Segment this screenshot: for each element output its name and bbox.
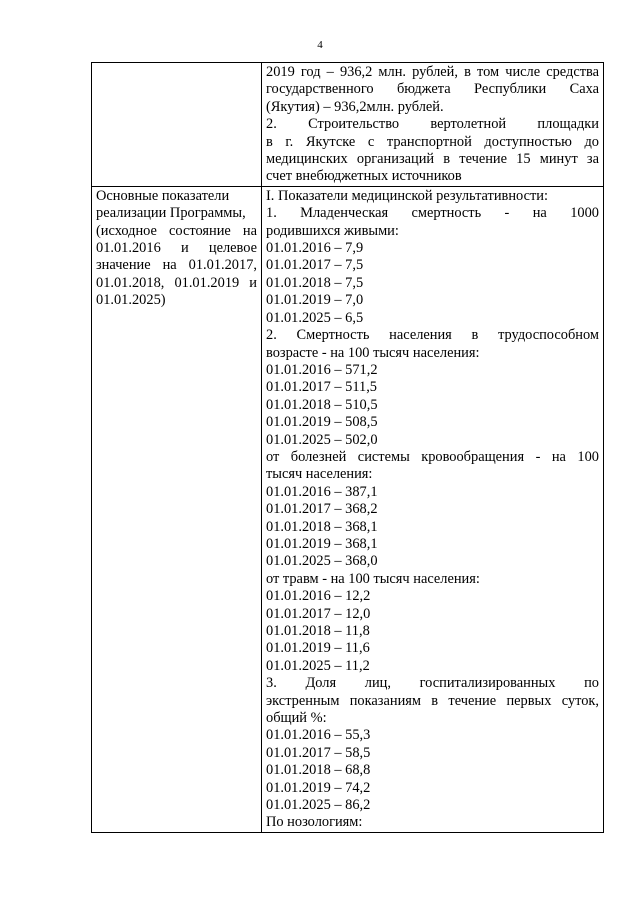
text-line: 01.01.2017 – 511,5 — [266, 379, 377, 396]
text-line: 1. Младенческая смертность - на 1000 — [266, 205, 599, 222]
text-line: 01.01.2016 – 571,2 — [266, 361, 378, 378]
text-line: реализации Программы, — [96, 205, 246, 222]
text-line: 2. Строительство вертолетной площадки — [266, 116, 599, 133]
text-line: 01.01.2019 – 11,6 — [266, 640, 370, 657]
text-line: 01.01.2025 – 11,2 — [266, 657, 370, 674]
text-line: 01.01.2025 – 368,0 — [266, 553, 378, 570]
text-line: (исходное состояние на — [96, 222, 257, 239]
text-line: 01.01.2018, 01.01.2019 и — [96, 274, 257, 291]
text-line: 01.01.2016 – 387,1 — [266, 483, 378, 500]
text-line: 3. Доля лиц, госпитализированных по — [266, 675, 599, 692]
text-line: от болезней системы кровообращения - на 100 — [266, 448, 599, 465]
text-line: государственного бюджета Республики Саха — [266, 81, 599, 98]
text-line: 01.01.2025) — [96, 292, 166, 309]
text-line: 2019 год – 936,2 млн. рублей, в том числе средства — [266, 64, 599, 80]
text-line: 01.01.2017 – 368,2 — [266, 501, 378, 518]
text-line: 01.01.2025 – 502,0 — [266, 431, 378, 448]
text-line: 01.01.2017 – 7,5 — [266, 257, 364, 274]
text-line: тысяч населения: — [266, 466, 373, 483]
text-line: возрасте - на 100 тысяч населения: — [266, 344, 480, 361]
table-cell-label — [92, 63, 262, 187]
text-line: 01.01.2016 и целевое — [96, 240, 257, 257]
text-line: 01.01.2025 – 6,5 — [266, 309, 364, 326]
text-line: 01.01.2019 – 7,0 — [266, 292, 364, 309]
text-line: в г. Якутске с транспортной доступностью до — [266, 133, 599, 150]
table-row — [92, 63, 604, 187]
text-line: 01.01.2018 – 68,8 — [266, 762, 371, 779]
text-line: медицинских организаций в течение 15 минут за — [266, 151, 599, 168]
text-line: счет внебюджетных источников — [266, 168, 462, 185]
table-cell-label — [92, 186, 262, 832]
text-line: 01.01.2018 – 510,5 — [266, 396, 378, 413]
text-line: 01.01.2018 – 7,5 — [266, 274, 364, 291]
text-line: 01.01.2019 – 74,2 — [266, 779, 371, 796]
page-number: 4 — [317, 39, 323, 51]
table-cell-content — [262, 186, 604, 832]
text-line: 2. Смертность населения в трудоспособном — [266, 327, 599, 344]
text-line: (Якутия) – 936,2млн. рублей. — [266, 98, 444, 115]
text-line: общий %: — [266, 710, 327, 727]
text-line: от травм - на 100 тысяч населения: — [266, 570, 480, 587]
text-line: 01.01.2018 – 11,8 — [266, 623, 370, 639]
text-line: 01.01.2018 – 368,1 — [266, 518, 378, 535]
text-line: значение на 01.01.2017, — [96, 257, 257, 274]
text-line: По нозологиям: — [266, 814, 363, 831]
text-line: Основные показатели — [96, 187, 230, 204]
table-row — [92, 186, 604, 832]
program-passport-table — [91, 62, 604, 833]
text-line: I. Показатели медицинской результативности: — [266, 187, 548, 204]
text-line: 01.01.2016 – 12,2 — [266, 588, 371, 605]
text-line: 01.01.2017 – 12,0 — [266, 605, 371, 622]
text-line: экстренным показаниям в течение первых суток, — [266, 692, 599, 709]
text-line: 01.01.2019 – 368,1 — [266, 535, 378, 552]
text-line: 01.01.2016 – 55,3 — [266, 727, 371, 744]
text-line: родившихся живыми: — [266, 222, 399, 239]
text-line: 01.01.2016 – 7,9 — [266, 240, 364, 257]
text-line: 01.01.2019 – 508,5 — [266, 414, 378, 431]
text-line: 01.01.2017 – 58,5 — [266, 744, 371, 761]
table-cell-content — [262, 63, 604, 187]
text-line: 01.01.2025 – 86,2 — [266, 797, 371, 814]
